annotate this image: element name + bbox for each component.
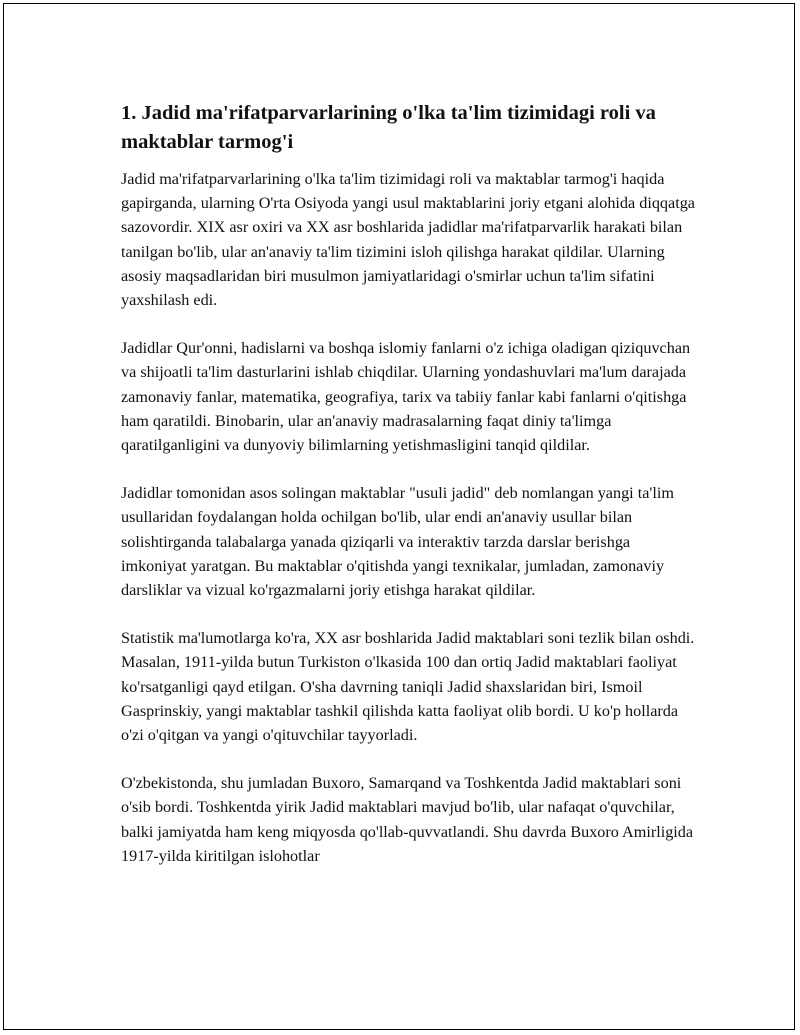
paragraph-4: Statistik ma'lumotlarga ko'ra, XX asr boshlarida Jadid maktablari soni tezlik bilan oshdi. Masalan, 1911-yilda butun Turkiston o'lkasida 100 dan ortiq Jadid maktablari faoliyat ko'rsatganligi qayd etilgan. O'sha davrning taniqli Jadid shaxslaridan biri, Ismoil Gasprinskiy, yangi maktablar tashkil qilishda katta faoliyat olib bordi. U ko'p hollarda o'zi o'qitgan va yangi o'qituvchilar tayyorladi. (121, 629, 695, 745)
document-body (121, 99, 696, 892)
paragraph-2: Jadidlar Qur'onni, hadislarni va boshqa islomiy fanlarni o'z ichiga oladigan qiziquvchan va shijoatli ta'lim dasturlarini ishlab chiqdilar. Ularning yondashuvlari ma'lum darajada zamonaviy fanlar, matematika, geografiya, tarix va tabiiy fanlar kabi fanlarni o'qitishga ham qaratildi. Binobarin, ular an'anaviy madrasalarning faqat diniy ta'limga qaratilganligini va dunyoviy bilimlarning yetishmasligini tanqid qildilar. (121, 339, 691, 455)
page-frame (3, 3, 795, 1030)
paragraph-3: Jadidlar tomonidan asos solingan maktablar "usuli jadid" deb nomlangan yangi ta'lim usullaridan foydalangan holda ochilgan bo'lib, ular endi an'anaviy usullar bilan solishtirganda talabalarga yanada qiziqarli va interaktiv tarzda darslar berishga imkoniyat yaratgan. Bu maktablar o'qitishda yangi texnikalar, jumladan, zamonaviy darsliklar va vizual ko'rgazmalarni joriy etishga harakat qildilar. (121, 484, 674, 600)
paragraph-1: Jadid ma'rifatparvarlarining o'lka ta'lim tizimidagi roli va maktablar tarmog'i haqida gapirganda, ularning O'rta Osiyoda yangi usul maktablarini joriy etgani alohida diqqatga sazovordir. XIX asr oxiri va XX asr boshlarida jadidlar ma'rifatparvarlik harakati bilan tanilgan bo'lib, ular an'anaviy ta'lim tizimini isloh qilishga harakat qildilar. Ularning asosiy maqsadlaridan biri musulmon jamiyatlaridagi o'smirlar uchun ta'lim sifatini yaxshilash edi. (121, 170, 695, 310)
paragraph-5: O'zbekistonda, shu jumladan Buxoro, Samarqand va Toshkentda Jadid maktablari soni o'sib bordi. Toshkentda yirik Jadid maktablari mavjud bo'lib, ular nafaqat o'quvchilar, balki jamiyatda ham keng miqyosda qo'llab-quvvatlandi. Shu davrda Buxoro Amirligida 1917-yilda kiritilgan islohotlar (121, 774, 694, 865)
document-title: 1. Jadid ma'rifatparvarlarining o'lka ta'lim tizimidagi roli va maktablar tarmog'i (121, 102, 656, 153)
